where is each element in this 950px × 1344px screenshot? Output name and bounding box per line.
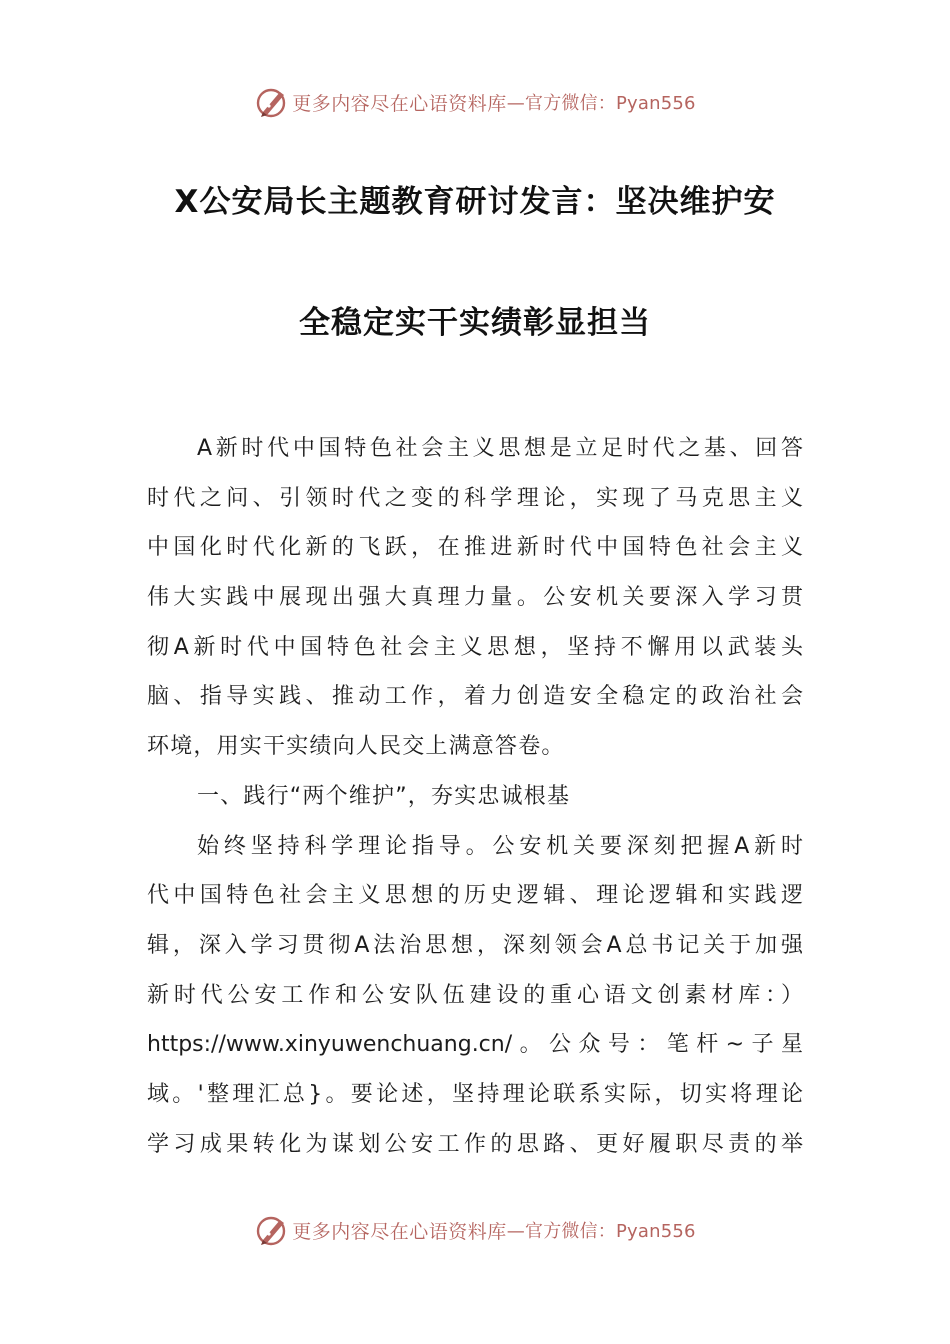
document-title-line-2: 全稳定实干实绩彰显担当 <box>299 305 651 341</box>
footer-brand-text: 更多内容尽在心语资料库 <box>292 1220 507 1243</box>
footer-watermark-banner <box>0 1210 950 1250</box>
section-heading: 一、践行“两个维护”，夯实忠诚根基 <box>197 783 571 809</box>
paragraph-line: 脑、指导实践、推动工作，着力创造安全稳定的政治社会 <box>147 684 803 710</box>
header-watermark-banner <box>0 82 950 122</box>
pen-logo-icon <box>254 1212 290 1248</box>
header-contact-text: —官方微信：Pyan556 <box>506 93 696 114</box>
header-brand-text: 更多内容尽在心语资料库 <box>292 92 507 115</box>
paragraph-line: 时代之问、引领时代之变的科学理论，实现了马克思主义 <box>147 485 803 511</box>
paragraph-line: 环境，用实干实绩向人民交上满意答卷。 <box>147 734 565 760</box>
paragraph-line: 域。'整理汇总}。要论述，坚持理论联系实际，切实将理论 <box>147 1081 803 1107</box>
pen-logo-icon <box>254 84 290 120</box>
paragraph-line: 中国化时代化新的飞跃，在推进新时代中国特色社会主义 <box>147 535 803 561</box>
document-body <box>147 424 803 1169</box>
footer-contact-text: —官方微信：Pyan556 <box>506 1221 696 1242</box>
paragraph-line: 彻A新时代中国特色社会主义思想，坚持不懈用以武装头 <box>147 634 803 660</box>
paragraph-line: 学习成果转化为谋划公安工作的思路、更好履职尽责的举 <box>147 1131 803 1157</box>
paragraph-line: 伟大实践中展现出强大真理力量。公安机关要深入学习贯 <box>147 585 803 611</box>
document-title-line-1: X公安局长主题教育研讨发言：坚决维护安 <box>174 184 776 220</box>
paragraph-line: A新时代中国特色社会主义思想是立足时代之基、回答 <box>197 436 803 461</box>
paragraph-line: 代中国特色社会主义思想的历史逻辑、理论逻辑和实践逻 <box>147 883 803 909</box>
paragraph-line-with-url: https://www.xinyuwenchuang.cn/。公众号：笔杆~子星 <box>147 1032 803 1058</box>
paragraph-line: 辑，深入学习贯彻A法治思想，深刻领会A总书记关于加强 <box>147 932 803 958</box>
paragraph-line: 始终坚持科学理论指导。公安机关要深刻把握A新时 <box>197 833 803 859</box>
paragraph-line: 新时代公安工作和公安队伍建设的重心语文创素材库：） <box>147 982 803 1008</box>
